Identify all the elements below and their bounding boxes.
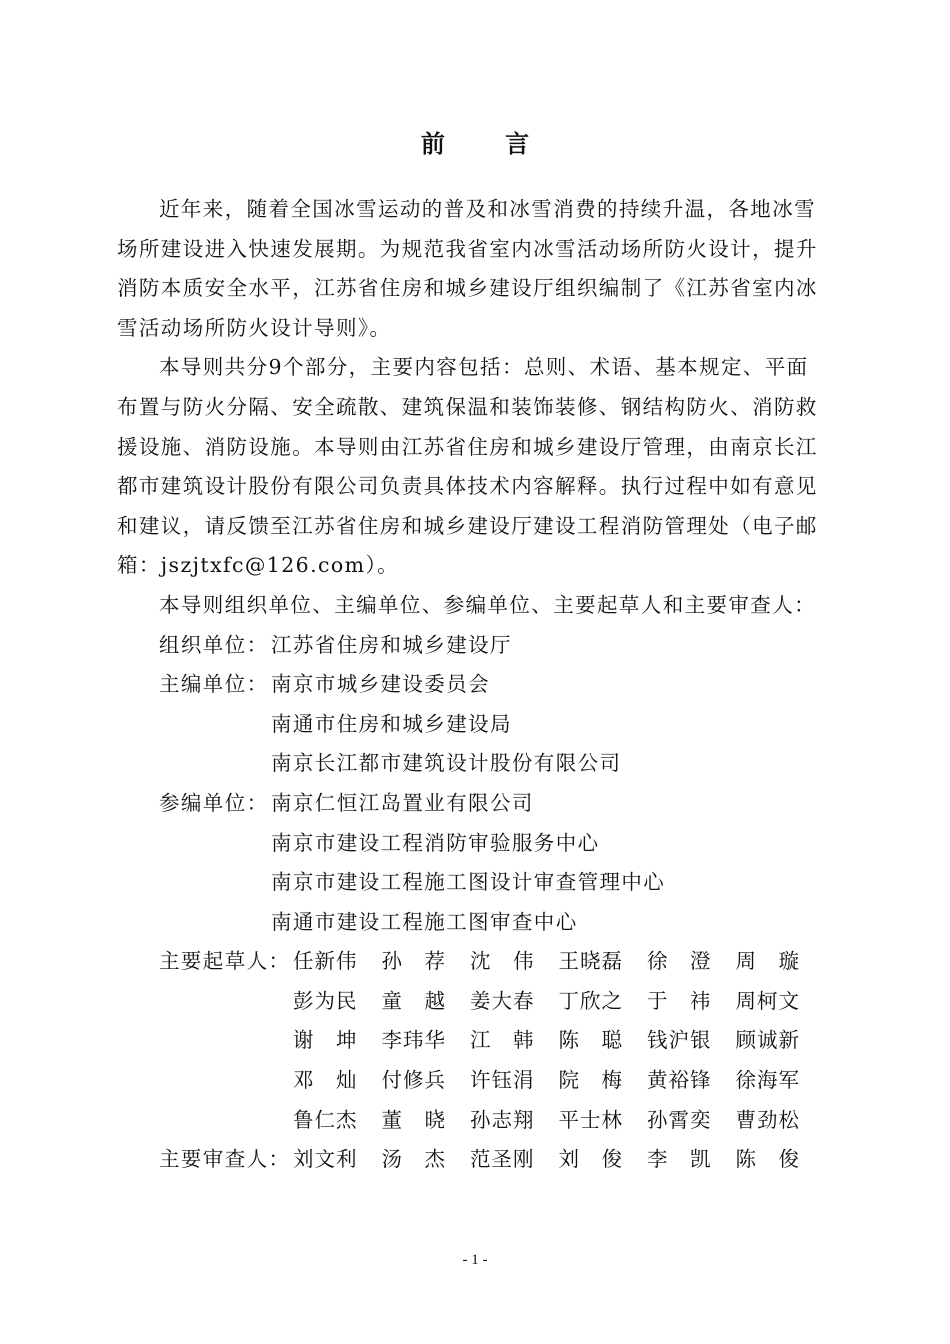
reviewer-name: 范圣刚 [470, 1147, 535, 1172]
reviewer-name: 刘文利 [293, 1147, 358, 1172]
paragraph-line: 消防本质安全水平，江苏省住房和城乡建设厅组织编制了《江苏省室内冰 [117, 276, 818, 301]
reviewer-name: 汤 杰 [381, 1147, 446, 1172]
drafters-row [117, 982, 837, 1022]
reviewer-name: 李 凯 [647, 1147, 712, 1172]
drafter-name: 董 晓 [381, 1107, 446, 1132]
drafters-label: 主要起草人： [159, 949, 291, 974]
organizer-row [117, 626, 837, 666]
drafter-name: 王晓磊 [558, 949, 623, 974]
chief-editor-row [117, 705, 837, 745]
paragraph-line: 场所建设进入快速发展期。为规范我省室内冰雪活动场所防火设计，提升 [117, 236, 818, 261]
organizer-label: 组织单位： [159, 632, 269, 657]
chief-editor-unit: 南京市城乡建设委员会 [271, 672, 490, 697]
drafter-name: 童 越 [381, 988, 446, 1013]
drafter-name: 钱沪银 [647, 1028, 712, 1053]
drafter-name: 顾诚新 [735, 1028, 800, 1053]
drafters-row [117, 1061, 837, 1101]
reviewers-label: 主要审查人： [159, 1147, 291, 1172]
paragraph-line: 雪活动场所防火设计导则》。 [117, 315, 392, 340]
drafter-name: 沈 伟 [470, 949, 535, 974]
drafter-name: 徐 澄 [647, 949, 712, 974]
chief-editor-unit: 南通市住房和城乡建设局 [271, 711, 512, 736]
drafter-name: 任新伟 [293, 949, 358, 974]
drafter-name: 鲁仁杰 [293, 1107, 358, 1132]
reviewer-name: 刘 俊 [558, 1147, 623, 1172]
drafter-name: 许钰涓 [470, 1068, 535, 1093]
drafter-name: 周柯文 [735, 988, 800, 1013]
co-editor-unit: 南京市建设工程施工图设计审查管理中心 [271, 870, 666, 895]
co-editor-unit: 南京市建设工程消防审验服务中心 [271, 830, 600, 855]
drafter-name: 彭为民 [293, 988, 358, 1013]
drafter-name: 孙志翔 [470, 1107, 535, 1132]
reviewer-name: 陈 俊 [735, 1147, 800, 1172]
paragraph-contents [117, 348, 837, 586]
paragraph-background [117, 190, 837, 348]
organizer-unit: 江苏省住房和城乡建设厅 [271, 632, 512, 657]
reviewers-row [117, 1140, 837, 1180]
drafter-name: 谢 坤 [293, 1028, 358, 1053]
paragraph-line: 本导则共分9个部分，主要内容包括：总则、术语、基本规定、平面 [159, 355, 809, 380]
drafter-name: 院 梅 [558, 1068, 623, 1093]
co-editor-row [117, 863, 837, 903]
drafter-name: 丁欣之 [558, 988, 623, 1013]
drafter-name: 徐海军 [735, 1068, 800, 1093]
drafter-name: 付修兵 [381, 1068, 446, 1093]
co-editor-unit: 南通市建设工程施工图审查中心 [271, 909, 578, 934]
co-editor-unit: 南京仁恒江岛置业有限公司 [271, 790, 534, 815]
drafter-name: 邓 灿 [293, 1068, 358, 1093]
chief-editor-row [117, 665, 837, 705]
co-editor-label: 参编单位： [159, 790, 269, 815]
drafter-name: 孙 荐 [381, 949, 446, 974]
paragraph-line: 都市建筑设计股份有限公司负责具体技术内容解释。执行过程中如有意见 [117, 474, 818, 499]
drafter-name: 黄裕锋 [647, 1068, 712, 1093]
drafter-name: 江 韩 [470, 1028, 535, 1053]
drafter-name: 曹劲松 [735, 1107, 800, 1132]
paragraph-line: 和建议，请反馈至江苏省住房和城乡建设厅建设工程消防管理处（电子邮 [117, 513, 818, 538]
chief-editor-unit: 南京长江都市建筑设计股份有限公司 [271, 751, 622, 776]
drafter-name: 陈 聪 [558, 1028, 623, 1053]
drafters-row [117, 1021, 837, 1061]
document-body [117, 190, 837, 1180]
credits-intro: 本导则组织单位、主编单位、参编单位、主要起草人和主要审查人： [159, 592, 816, 617]
drafter-name: 李玮华 [381, 1028, 446, 1053]
drafters-row [117, 942, 837, 982]
chief-editor-label: 主编单位： [159, 672, 269, 697]
drafter-name: 孙霄奕 [647, 1107, 712, 1132]
chief-editor-row [117, 744, 837, 784]
paragraph-line: 箱：jszjtxfc@126.com）。 [117, 553, 400, 578]
paragraph-line: 近年来，随着全国冰雪运动的普及和冰雪消费的持续升温，各地冰雪 [159, 197, 816, 221]
drafter-name: 姜大春 [470, 988, 535, 1013]
paragraph-line: 布置与防火分隔、安全疏散、建筑保温和装饰装修、钢结构防火、消防救 [117, 394, 818, 419]
drafters-row [117, 1101, 837, 1141]
co-editor-row [117, 824, 837, 864]
page-number: - 1 - [462, 1252, 488, 1268]
drafter-name: 平士林 [558, 1107, 623, 1132]
drafter-name: 周 璇 [735, 949, 800, 974]
co-editor-row [117, 784, 837, 824]
paragraph-line: 援设施、消防设施。本导则由江苏省住房和城乡建设厅管理，由南京长江 [117, 434, 818, 459]
page-title: 前 言 [420, 129, 556, 158]
drafter-name: 于 祎 [647, 988, 712, 1013]
co-editor-row [117, 903, 837, 943]
